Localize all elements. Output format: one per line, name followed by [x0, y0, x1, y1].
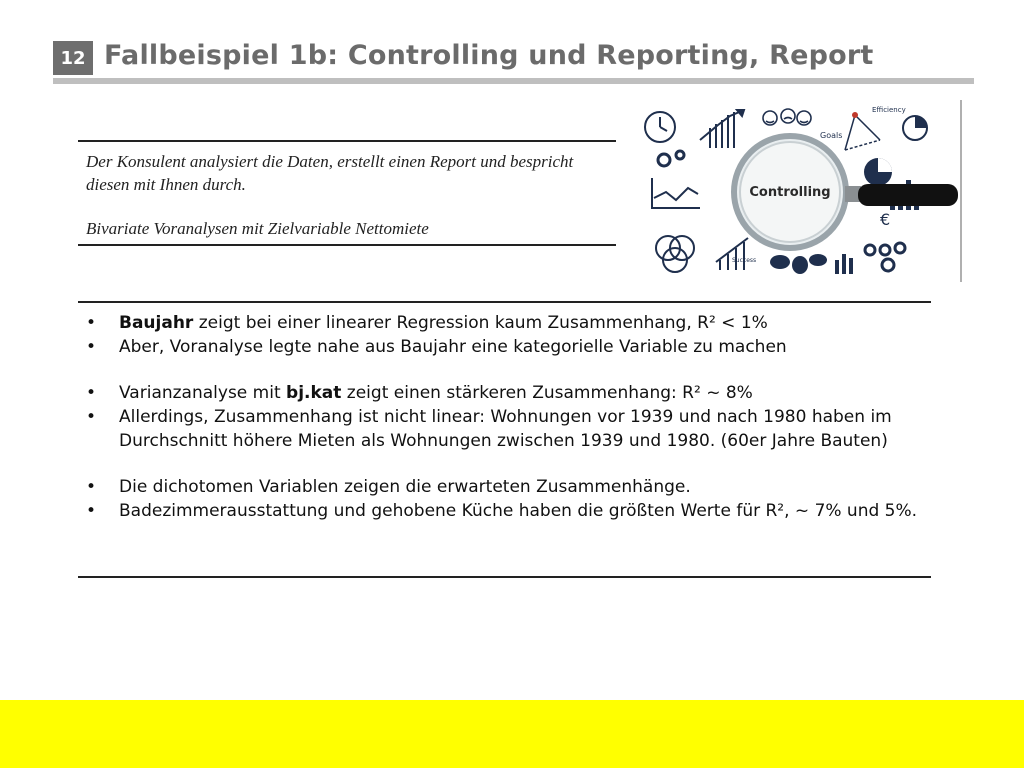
- efficiency-label: Efficiency: [872, 106, 906, 114]
- pie-chart-icon: [903, 116, 927, 140]
- bullet-list: [78, 475, 931, 523]
- euro-icon: €: [880, 210, 891, 229]
- bullet-box: [78, 301, 931, 578]
- gears-icon: [658, 151, 684, 166]
- world-map-icon: [770, 254, 827, 274]
- image-border: [960, 100, 962, 282]
- line-chart-icon: [652, 178, 700, 208]
- bullet-item: [78, 499, 931, 523]
- intro-box: [78, 140, 616, 246]
- footer-band: [0, 700, 1024, 768]
- gears-icon-2: [865, 243, 905, 271]
- bullet-item: [78, 335, 931, 359]
- intro-text: Der Konsulent analysiert die Daten, erstellt einen Report und bespricht diesen mit Ihnen durch.: [86, 152, 574, 194]
- bullet-bold: bj.kat: [286, 383, 342, 403]
- goals-label: Goals: [820, 131, 843, 140]
- bullet-text: zeigt bei einer linearer Regression kaum Zusammenhang, R² < 1%: [193, 313, 768, 333]
- bullet-text: Varianzanalyse mit: [119, 383, 287, 403]
- bullet-item: [78, 381, 931, 405]
- venn-diagram-icon: [656, 236, 694, 272]
- bullet-text: Aber, Voranalyse legte nahe aus Baujahr eine kategorielle Variable zu machen: [119, 337, 787, 357]
- title-underline: [53, 78, 974, 84]
- clock-icon: [645, 112, 675, 142]
- slide-title: Fallbeispiel 1b: Controlling und Reporting, Report: [104, 40, 874, 71]
- success-chart-icon: [716, 238, 748, 270]
- bullet-list: [78, 381, 931, 453]
- bar-chart-icon-2: [835, 254, 853, 274]
- pie-chart-icon-2: [864, 158, 892, 186]
- bullet-list: [78, 311, 931, 359]
- success-label: Success: [732, 257, 757, 264]
- bullet-bold: Baujahr: [119, 313, 194, 333]
- smiley-icons: [763, 109, 811, 125]
- intro-subtitle: Bivariate Voranalysen mit Zielvariable Nettomiete: [86, 219, 429, 238]
- goals-diagram-icon: [845, 112, 880, 150]
- bullet-item: [78, 311, 931, 335]
- bullet-text: Allerdings, Zusammenhang ist nicht linear: Wohnungen vor 1939 und nach 1980 haben im Durchschnitt höhere Mieten als Wohnungen zwischen 1939 und 1980. (60er Jahre Bauten): [119, 407, 892, 451]
- growth-chart-icon: [700, 110, 744, 148]
- bullet-text: zeigt einen stärkeren Zusammenhang: R² ~ 8%: [341, 383, 753, 403]
- controlling-illustration-svg: [640, 100, 960, 282]
- bullet-item: [78, 475, 931, 499]
- controlling-label: Controlling: [749, 185, 831, 200]
- bullet-item: [78, 405, 931, 453]
- bullet-text: Die dichotomen Variablen zeigen die erwarteten Zusammenhänge.: [119, 477, 691, 497]
- bullet-text: Badezimmerausstattung und gehobene Küche haben die größten Werte für R², ~ 7% und 5%.: [119, 501, 918, 521]
- controlling-illustration: [640, 100, 960, 282]
- slide-number-badge: 12: [53, 41, 93, 75]
